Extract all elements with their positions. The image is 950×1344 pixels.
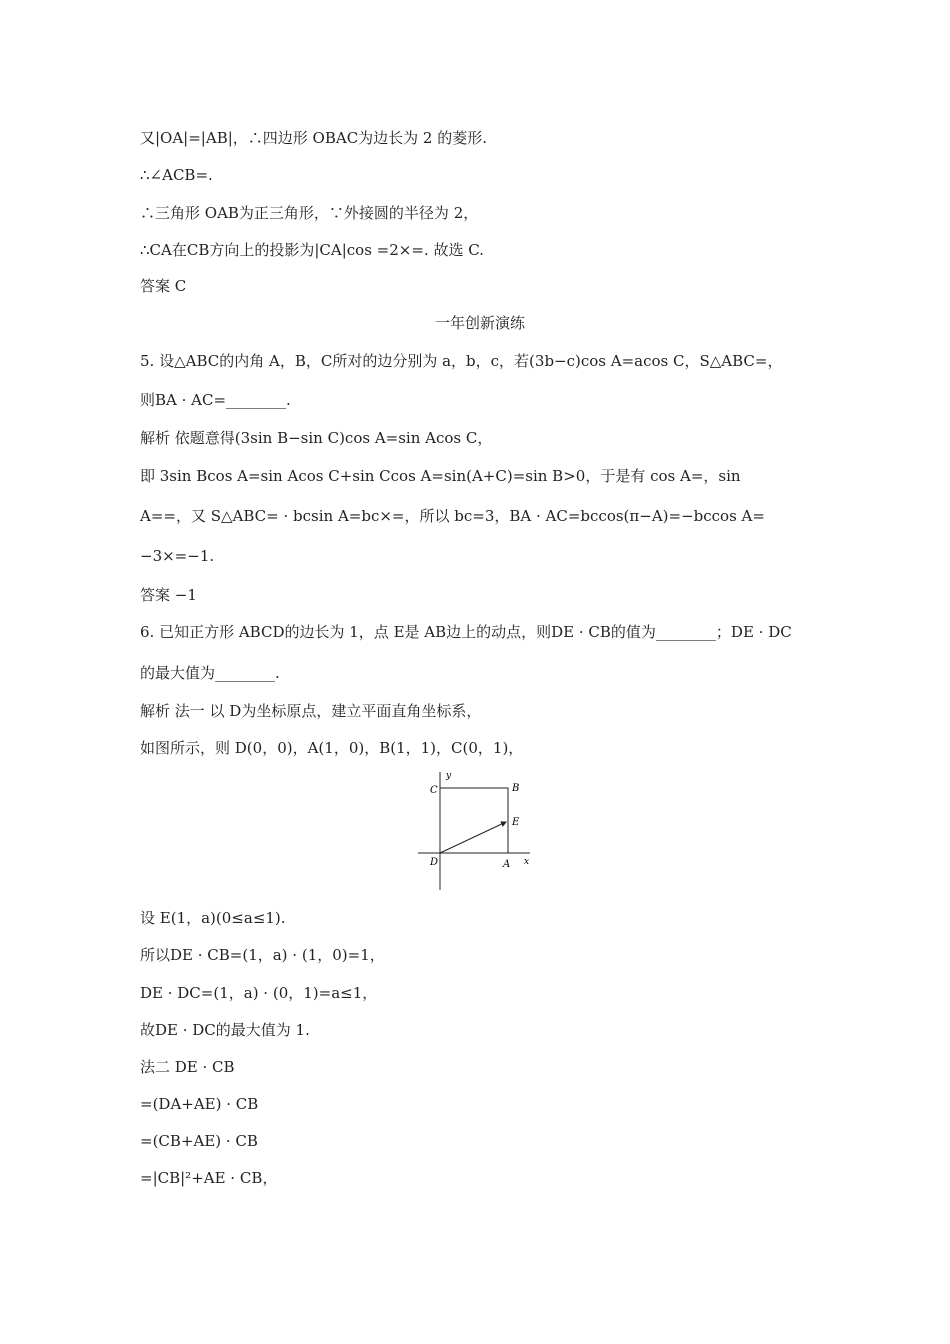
text-line: 法二 DE · CB bbox=[140, 1058, 235, 1076]
text-line: 所以DE · CB=(1，a) · (1，0)=1， bbox=[140, 946, 385, 964]
text-line: ∴CA在CB方向上的投影为|CA|cos =2×=. 故选 C. bbox=[140, 241, 484, 259]
text-line: =|CB|²+AE · CB， bbox=[140, 1169, 278, 1187]
text-line: 解析 依题意得(3sin B−sin C)cos A=sin Acos C， bbox=[140, 429, 493, 447]
point-b-label: B bbox=[512, 783, 520, 794]
text-line: 故DE · DC的最大值为 1. bbox=[140, 1021, 310, 1039]
text-line: ∴∠ACB=. bbox=[140, 166, 213, 184]
square-sides bbox=[440, 788, 508, 853]
text-line: A==，又 S△ABC= · bcsin A=bc×=，所以 bc=3，BA · AC=bccos(π−A)=−bccos A= bbox=[140, 507, 765, 525]
problem-6-question: 的最大值为________. bbox=[140, 664, 280, 682]
problem-6-statement: 6. 已知正方形 ABCD的边长为 1，点 E是 AB边上的动点，则DE · CB的值为________；DE · DC bbox=[140, 623, 792, 641]
vector-de bbox=[440, 822, 506, 853]
text-line: DE · DC=(1，a) · (0，1)=a≤1， bbox=[140, 984, 378, 1002]
text-line: =(DA+AE) · CB bbox=[140, 1095, 259, 1113]
text-line: 设 E(1，a)(0≤a≤1). bbox=[140, 909, 286, 927]
text-line: 如图所示，则 D(0，0)，A(1，0)，B(1，1)，C(0，1)， bbox=[140, 739, 524, 757]
text-line: 解析 法一 以 D为坐标原点，建立平面直角坐标系， bbox=[140, 702, 482, 720]
point-d-label: D bbox=[430, 857, 439, 868]
problem-5-statement: 5. 设△ABC的内角 A，B，C所对的边分别为 a，b，c，若(3b−c)cos A=acos C，S△ABC=， bbox=[140, 352, 783, 370]
answer-line: 答案 C bbox=[140, 277, 187, 295]
y-axis-label: y bbox=[446, 771, 452, 781]
text-line: 即 3sin Bcos A=sin Acos C+sin Ccos A=sin(A+C)=sin B>0，于是有 cos A=，sin bbox=[140, 467, 741, 485]
problem-5-question: 则BA · AC=________. bbox=[140, 391, 291, 409]
point-c-label: C bbox=[430, 785, 438, 796]
answer-line: 答案 −1 bbox=[140, 586, 197, 604]
text-line: ∴三角形 OAB为正三角形，∵外接圆的半径为 2， bbox=[140, 204, 479, 222]
section-heading: 一年创新演练 bbox=[434, 314, 525, 332]
point-e-label: E bbox=[512, 817, 520, 828]
point-a-label: A bbox=[503, 859, 511, 870]
coordinate-figure bbox=[412, 768, 536, 894]
text-line: 又|OA|=|AB|，∴四边形 OBAC为边长为 2 的菱形. bbox=[140, 129, 488, 147]
square-diagram bbox=[412, 768, 536, 894]
text-line: −3×=−1. bbox=[140, 547, 215, 565]
text-line: =(CB+AE) · CB bbox=[140, 1132, 258, 1150]
x-axis-label: x bbox=[524, 857, 530, 867]
